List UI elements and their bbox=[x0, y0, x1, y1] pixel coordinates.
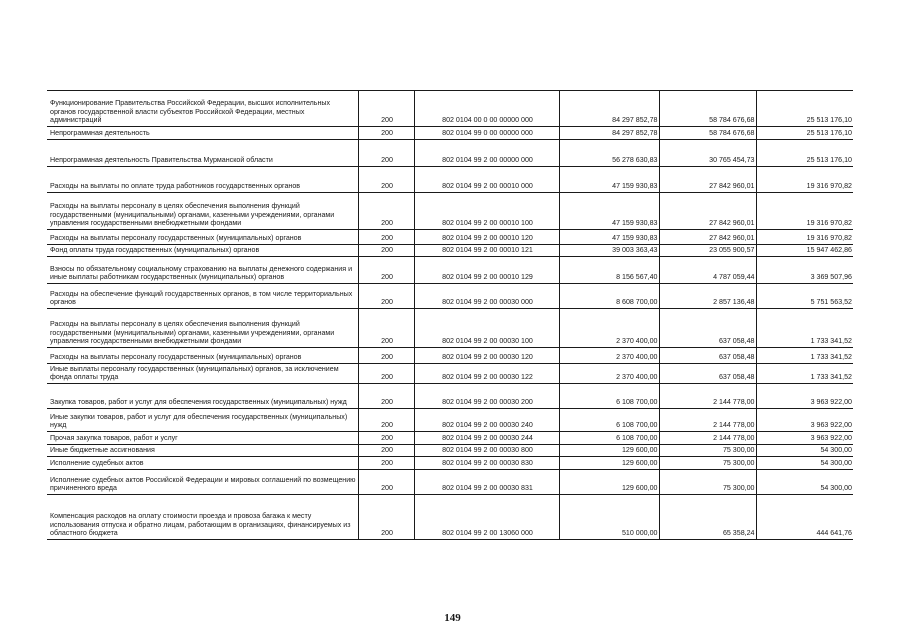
row-name-cell: Взносы по обязательному социальному страхованию на выплаты денежного содержания и иные выплаты работникам государственных (муниципальных) органов bbox=[47, 257, 358, 284]
row-admin-code-cell: 200 bbox=[358, 167, 414, 193]
row-remaining-amount-cell: 1 733 341,52 bbox=[810, 373, 852, 382]
row-admin-code-cell: 200 bbox=[358, 457, 414, 470]
row-remaining-amount-cell: 54 300,00 bbox=[820, 484, 852, 493]
row-planned-amount-cell: 56 278 630,83 bbox=[559, 140, 659, 167]
row-admin-code-cell: 200 bbox=[358, 432, 414, 445]
row-admin-code-cell: 200 bbox=[358, 409, 414, 432]
row-name-cell: Иные закупки товаров, работ и услуг для обеспечения государственных (муниципальных) нужд bbox=[47, 409, 358, 432]
budget-execution-table bbox=[47, 90, 853, 540]
budget-table-container bbox=[47, 90, 853, 540]
row-planned-amount-cell: 8 608 700,00 bbox=[559, 284, 659, 309]
row-name-cell: Расходы на обеспечение функций государственных органов, в том числе территориальных органов bbox=[47, 284, 358, 309]
row-admin-code-cell: 200 bbox=[358, 348, 414, 364]
row-classification-code-cell: 802 0104 99 2 00 00030 240 bbox=[414, 409, 559, 432]
row-remaining-amount-cell: 54 300,00 bbox=[820, 459, 852, 468]
table-row bbox=[47, 457, 853, 470]
row-remaining-amount-cell: 5 751 563,52 bbox=[810, 298, 852, 307]
row-planned-amount-cell: 129 600,00 bbox=[559, 445, 659, 457]
row-planned-amount-cell: 6 108 700,00 bbox=[559, 384, 659, 409]
row-name-cell: Расходы на выплаты персоналу государственных (муниципальных) органов bbox=[47, 348, 358, 364]
row-classification-code-cell: 802 0104 00 0 00 00000 000 bbox=[414, 91, 559, 127]
row-admin-code-cell: 200 bbox=[358, 193, 414, 230]
row-remaining-amount-cell: 3 963 922,00 bbox=[810, 434, 852, 443]
row-executed-amount-cell: 75 300,00 bbox=[659, 457, 756, 470]
row-classification-code-cell: 802 0104 99 2 00 00030 830 bbox=[414, 457, 559, 470]
row-admin-code-cell: 200 bbox=[358, 230, 414, 245]
table-row bbox=[47, 127, 853, 140]
table-row bbox=[47, 409, 853, 432]
table-row bbox=[47, 91, 853, 127]
row-planned-amount-cell: 84 297 852,78 bbox=[559, 127, 659, 140]
row-name-cell: Иные выплаты персоналу государственных (муниципальных) органов, за исключением фонда оплаты труда bbox=[47, 364, 358, 384]
row-planned-amount-cell: 510 000,00 bbox=[559, 495, 659, 540]
row-classification-code-cell: 802 0104 99 2 00 00030 800 bbox=[414, 445, 559, 457]
row-executed-amount-cell: 2 144 778,00 bbox=[659, 409, 756, 432]
row-name-cell: Прочая закупка товаров, работ и услуг bbox=[47, 432, 358, 445]
row-planned-amount-cell: 2 370 400,00 bbox=[559, 364, 659, 384]
row-planned-amount-cell: 8 156 567,40 bbox=[559, 257, 659, 284]
row-name-cell: Непрограммная деятельность bbox=[47, 127, 358, 140]
table-row bbox=[47, 230, 853, 245]
row-planned-amount-cell: 47 159 930,83 bbox=[559, 167, 659, 193]
table-row bbox=[47, 495, 853, 540]
row-planned-amount-cell: 47 159 930,83 bbox=[559, 230, 659, 245]
table-row bbox=[47, 384, 853, 409]
row-admin-code-cell: 200 bbox=[358, 309, 414, 348]
row-admin-code-cell: 200 bbox=[358, 257, 414, 284]
row-name-cell: Расходы на выплаты по оплате труда работников государственных органов bbox=[47, 167, 358, 193]
row-classification-code-cell: 802 0104 99 2 00 00010 100 bbox=[414, 193, 559, 230]
row-name-cell: Непрограммная деятельность Правительства Мурманской области bbox=[47, 140, 358, 167]
table-row bbox=[47, 364, 853, 384]
table-row bbox=[47, 470, 853, 495]
row-remaining-amount-cell: 15 947 462,86 bbox=[806, 246, 852, 255]
row-classification-code-cell: 802 0104 99 2 00 00030 100 bbox=[414, 309, 559, 348]
row-name-cell: Закупка товаров, работ и услуг для обеспечения государственных (муниципальных) нужд bbox=[47, 384, 358, 409]
row-name-cell: Фонд оплаты труда государственных (муниципальных) органов bbox=[47, 245, 358, 257]
table-row bbox=[47, 432, 853, 445]
row-classification-code-cell: 802 0104 99 2 00 00010 121 bbox=[414, 245, 559, 257]
row-remaining-amount-cell: 1 733 341,52 bbox=[810, 353, 852, 362]
row-executed-amount-cell: 27 842 960,01 bbox=[659, 230, 756, 245]
row-executed-amount-cell: 4 787 059,44 bbox=[659, 257, 756, 284]
row-remaining-amount-cell: 19 316 970,82 bbox=[806, 219, 852, 228]
table-row bbox=[47, 193, 853, 230]
row-classification-code-cell: 802 0104 99 2 00 00010 129 bbox=[414, 257, 559, 284]
row-executed-amount-cell: 23 055 900,57 bbox=[659, 245, 756, 257]
row-remaining-amount-cell: 1 733 341,52 bbox=[810, 337, 852, 346]
row-admin-code-cell: 200 bbox=[358, 364, 414, 384]
row-planned-amount-cell: 84 297 852,78 bbox=[559, 91, 659, 127]
row-name-cell: Исполнение судебных актов bbox=[47, 457, 358, 470]
row-executed-amount-cell: 637 058,48 bbox=[659, 309, 756, 348]
row-classification-code-cell: 802 0104 99 2 00 00030 000 bbox=[414, 284, 559, 309]
row-planned-amount-cell: 129 600,00 bbox=[559, 470, 659, 495]
table-row bbox=[47, 309, 853, 348]
row-classification-code-cell: 802 0104 99 2 00 00030 244 bbox=[414, 432, 559, 445]
row-name-cell: Компенсация расходов на оплату стоимости проезда и провоза багажа к месту использования отпуска и обратно лицам, работающим в организациях, финансируемых из областного бюджета bbox=[47, 495, 358, 540]
table-row bbox=[47, 140, 853, 167]
row-remaining-amount-cell: 3 963 922,00 bbox=[810, 398, 852, 407]
row-executed-amount-cell: 2 144 778,00 bbox=[659, 384, 756, 409]
row-planned-amount-cell: 39 003 363,43 bbox=[559, 245, 659, 257]
row-executed-amount-cell: 30 765 454,73 bbox=[659, 140, 756, 167]
row-remaining-amount-cell: 19 316 970,82 bbox=[806, 182, 852, 191]
row-remaining-amount-cell: 444 641,76 bbox=[816, 529, 852, 538]
row-planned-amount-cell: 6 108 700,00 bbox=[559, 432, 659, 445]
row-name-cell: Расходы на выплаты персоналу в целях обеспечения выполнения функций государственными (муниципальными) органами, казенными учреждениями, органами управления государственными внебюджетными фондами bbox=[47, 309, 358, 348]
row-executed-amount-cell: 58 784 676,68 bbox=[659, 91, 756, 127]
table-row bbox=[47, 445, 853, 457]
row-executed-amount-cell: 2 857 136,48 bbox=[659, 284, 756, 309]
row-planned-amount-cell: 47 159 930,83 bbox=[559, 193, 659, 230]
row-classification-code-cell: 802 0104 99 2 00 00000 000 bbox=[414, 140, 559, 167]
row-classification-code-cell: 802 0104 99 2 00 00030 120 bbox=[414, 348, 559, 364]
row-admin-code-cell: 200 bbox=[358, 140, 414, 167]
row-classification-code-cell: 802 0104 99 2 00 00030 831 bbox=[414, 470, 559, 495]
table-row bbox=[47, 257, 853, 284]
row-executed-amount-cell: 27 842 960,01 bbox=[659, 193, 756, 230]
row-remaining-amount-cell: 25 513 176,10 bbox=[806, 129, 852, 138]
row-admin-code-cell: 200 bbox=[358, 91, 414, 127]
row-classification-code-cell: 802 0104 99 2 00 13060 000 bbox=[414, 495, 559, 540]
row-admin-code-cell: 200 bbox=[358, 127, 414, 140]
row-name-cell: Расходы на выплаты персоналу в целях обеспечения выполнения функций государственными (муниципальными) органами, казенными учреждениями, органами управления государственными внебюджетными фондами bbox=[47, 193, 358, 230]
row-name-cell: Исполнение судебных актов Российской Федерации и мировых соглашений по возмещению причиненного вреда bbox=[47, 470, 358, 495]
row-executed-amount-cell: 58 784 676,68 bbox=[659, 127, 756, 140]
page-number: 149 bbox=[444, 612, 461, 624]
row-classification-code-cell: 802 0104 99 2 00 00010 120 bbox=[414, 230, 559, 245]
row-name-cell: Расходы на выплаты персоналу государственных (муниципальных) органов bbox=[47, 230, 358, 245]
row-admin-code-cell: 200 bbox=[358, 470, 414, 495]
row-remaining-amount-cell: 3 369 507,96 bbox=[810, 273, 852, 282]
row-remaining-amount-cell: 19 316 970,82 bbox=[806, 234, 852, 243]
row-admin-code-cell: 200 bbox=[358, 495, 414, 540]
row-name-cell: Функционирование Правительства Российской Федерации, высших исполнительных органов государственной власти субъектов Российской Федерации, местных администраций bbox=[47, 91, 358, 127]
row-name-cell: Иные бюджетные ассигнования bbox=[47, 445, 358, 457]
row-remaining-amount-cell: 54 300,00 bbox=[820, 446, 852, 455]
row-admin-code-cell: 200 bbox=[358, 245, 414, 257]
row-admin-code-cell: 200 bbox=[358, 445, 414, 457]
row-remaining-amount-cell: 25 513 176,10 bbox=[806, 156, 852, 165]
row-admin-code-cell: 200 bbox=[358, 384, 414, 409]
table-row bbox=[47, 348, 853, 364]
table-row bbox=[47, 284, 853, 309]
row-planned-amount-cell: 2 370 400,00 bbox=[559, 309, 659, 348]
row-executed-amount-cell: 637 058,48 bbox=[659, 348, 756, 364]
row-remaining-amount-cell: 3 963 922,00 bbox=[810, 421, 852, 430]
row-executed-amount-cell: 2 144 778,00 bbox=[659, 432, 756, 445]
row-executed-amount-cell: 75 300,00 bbox=[659, 445, 756, 457]
row-executed-amount-cell: 65 358,24 bbox=[659, 495, 756, 540]
row-remaining-amount-cell: 25 513 176,10 bbox=[806, 116, 852, 125]
row-classification-code-cell: 802 0104 99 0 00 00000 000 bbox=[414, 127, 559, 140]
row-admin-code-cell: 200 bbox=[358, 284, 414, 309]
row-planned-amount-cell: 2 370 400,00 bbox=[559, 348, 659, 364]
row-executed-amount-cell: 27 842 960,01 bbox=[659, 167, 756, 193]
row-planned-amount-cell: 129 600,00 bbox=[559, 457, 659, 470]
row-executed-amount-cell: 637 058,48 bbox=[659, 364, 756, 384]
row-planned-amount-cell: 6 108 700,00 bbox=[559, 409, 659, 432]
row-classification-code-cell: 802 0104 99 2 00 00030 122 bbox=[414, 364, 559, 384]
row-executed-amount-cell: 75 300,00 bbox=[659, 470, 756, 495]
table-row bbox=[47, 245, 853, 257]
row-classification-code-cell: 802 0104 99 2 00 00030 200 bbox=[414, 384, 559, 409]
table-row bbox=[47, 167, 853, 193]
row-classification-code-cell: 802 0104 99 2 00 00010 000 bbox=[414, 167, 559, 193]
